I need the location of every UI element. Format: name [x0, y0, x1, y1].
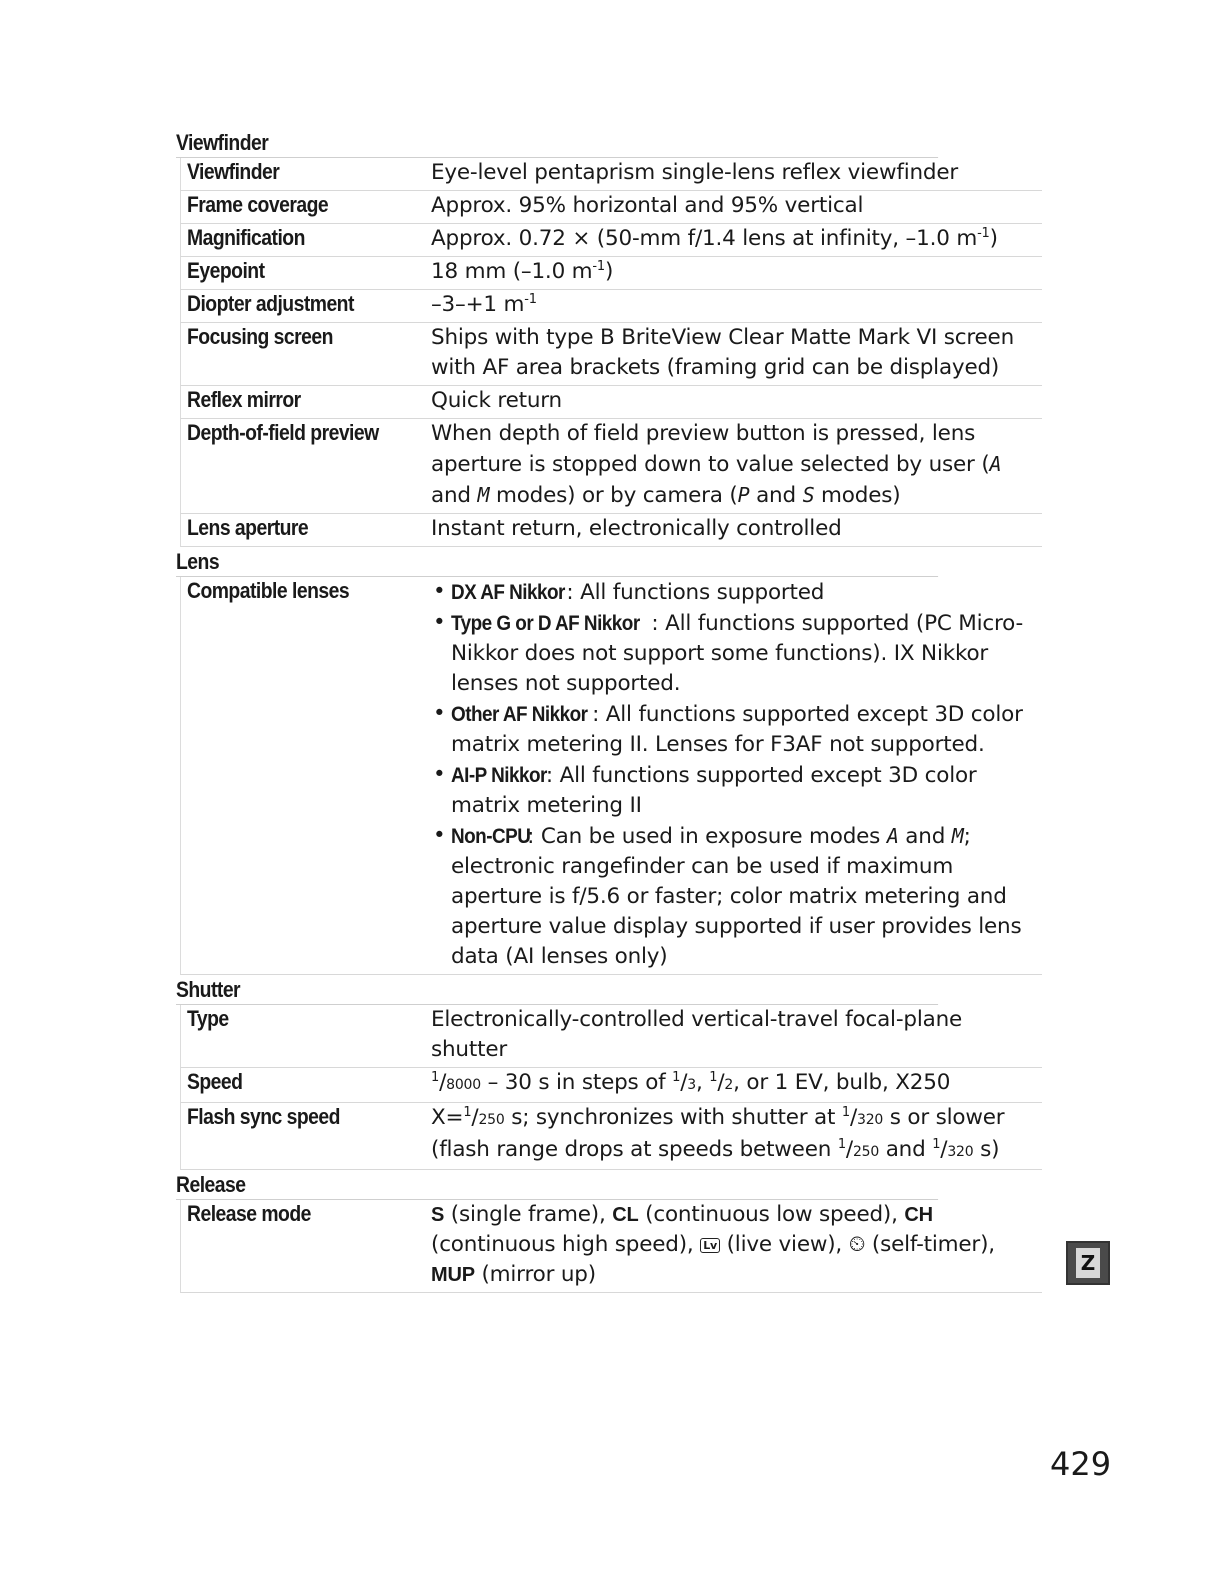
self-timer-icon: ⏲ — [848, 1232, 866, 1257]
mode-a-symbol: A — [989, 452, 1002, 476]
spec-label: Eyepoint — [187, 258, 265, 283]
section-heading-viewfinder: Viewfinder — [176, 128, 938, 158]
mode-m-symbol: M — [477, 483, 490, 507]
list-item: • Non-CPU: Can be used in exposure modes A and M; electronic rangefinder can be used if maximum aperture is f/5.6 or faster; color matrix metering and aperture value display supported if user provides lens data (AI lenses only) — [431, 821, 1042, 972]
mode-a-symbol: A — [886, 824, 899, 848]
spec-value: Instant return, electronically controlled — [431, 516, 842, 541]
spec-row-focusing-screen — [180, 323, 1042, 386]
spec-row-reflex-mirror — [180, 386, 1042, 419]
spec-label: Flash sync speed — [187, 1104, 340, 1129]
spec-label: Depth-of-field preview — [187, 420, 379, 445]
list-item: • Type G or D AF Nikkor : All functions supported (PC Micro-Nikkor does not support some functions). IX Nikkor lenses not supported. — [431, 608, 1042, 699]
spec-label: Viewfinder — [187, 159, 280, 184]
spec-label: Reflex mirror — [187, 387, 301, 412]
spec-value: Electronically-controlled vertical-travel focal-plane shutter — [431, 1007, 963, 1062]
spec-value: Quick return — [431, 388, 562, 413]
spec-row-viewfinder — [180, 158, 1042, 191]
spec-row-shutter-speed — [180, 1068, 1042, 1103]
spec-value: Eye-level pentaprism single-lens reflex viewfinder — [431, 160, 959, 185]
spec-row-shutter-type — [180, 1005, 1042, 1068]
spec-label: Release mode — [187, 1201, 311, 1226]
spec-value: Approx. 95% horizontal and 95% vertical — [431, 193, 864, 218]
spec-row-eyepoint — [180, 257, 1042, 290]
spec-value: X=$^1$/250 s; synchronizes with shutter at $^1$/320 s or slower (flash range drops at speeds between $^1$/250 and $^1$/320 s) — [431, 1104, 1005, 1162]
spec-value: Approx. 0.72 × (50-mm f/1.4 lens at infinity, –1.0 $m^{-1}$) — [431, 225, 998, 251]
section-heading-release: Release — [176, 1170, 938, 1200]
spec-value — [431, 577, 1042, 974]
spec-row-frame-coverage — [180, 191, 1042, 224]
spec-label: Compatible lenses — [187, 578, 350, 603]
continuous-low-symbol: CL — [612, 1204, 639, 1226]
spec-value: –3–+1 $m^{-1}$ — [431, 291, 537, 317]
spec-row-compatible-lenses — [180, 577, 1042, 975]
spec-label: Diopter adjustment — [187, 291, 354, 316]
tab-icon-glyph: Z — [1076, 1248, 1100, 1278]
spec-row-magnification — [180, 224, 1042, 257]
spec-label: Magnification — [187, 225, 305, 250]
page-number: 429 — [1050, 1445, 1112, 1483]
spec-label: Speed — [187, 1069, 243, 1094]
technical-notes-tab-icon — [1066, 1241, 1110, 1285]
spec-label: Type — [187, 1006, 229, 1031]
spec-value: $^1$/8000 – 30 s in steps of $^1$/3, $^1$/2, or 1 EV, bulb, X250 — [431, 1069, 951, 1095]
live-view-icon: Lv — [700, 1238, 720, 1253]
spec-table — [176, 128, 1042, 1293]
spec-value: When depth of field preview button is pressed, lens aperture is stopped down to value selected by user (A and M modes) or by camera (P and S modes) — [431, 421, 1002, 508]
list-item: • AI-P Nikkor: All functions supported except 3D color matrix metering II — [431, 760, 1042, 821]
list-item: • Other AF Nikkor : All functions supported except 3D color matrix metering II. Lenses for F3AF not supported. — [431, 699, 1042, 760]
section-heading-lens: Lens — [176, 547, 938, 577]
spec-value: S (single frame), CL (continuous low speed), CH (continuous high speed), Lv (live view), ⏲ (self-timer), MUP (mirror up) — [431, 1202, 995, 1287]
mode-s-symbol: S — [802, 483, 815, 507]
single-frame-symbol: S — [431, 1204, 445, 1226]
spec-row-release-mode — [180, 1200, 1042, 1293]
spec-row-dof-preview — [180, 419, 1042, 514]
spec-row-diopter — [180, 290, 1042, 323]
continuous-high-symbol: CH — [904, 1204, 933, 1226]
spec-row-flash-sync — [180, 1103, 1042, 1170]
spec-value: 18 mm (–1.0 $m^{-1}$) — [431, 258, 614, 284]
compatible-lens-list — [431, 577, 1042, 972]
spec-label: Lens aperture — [187, 515, 309, 540]
mode-m-symbol: M — [951, 824, 964, 848]
list-item: • DX AF Nikkor: All functions supported — [431, 577, 1042, 608]
section-heading-shutter: Shutter — [176, 975, 938, 1005]
mode-p-symbol: P — [737, 483, 750, 507]
mirror-up-symbol: MUP — [431, 1264, 475, 1286]
spec-row-lens-aperture — [180, 514, 1042, 547]
spec-value: Ships with type B BriteView Clear Matte Mark VI screen with AF area brackets (framing grid can be displayed) — [431, 325, 1015, 380]
spec-label: Frame coverage — [187, 192, 329, 217]
spec-label: Focusing screen — [187, 324, 333, 349]
